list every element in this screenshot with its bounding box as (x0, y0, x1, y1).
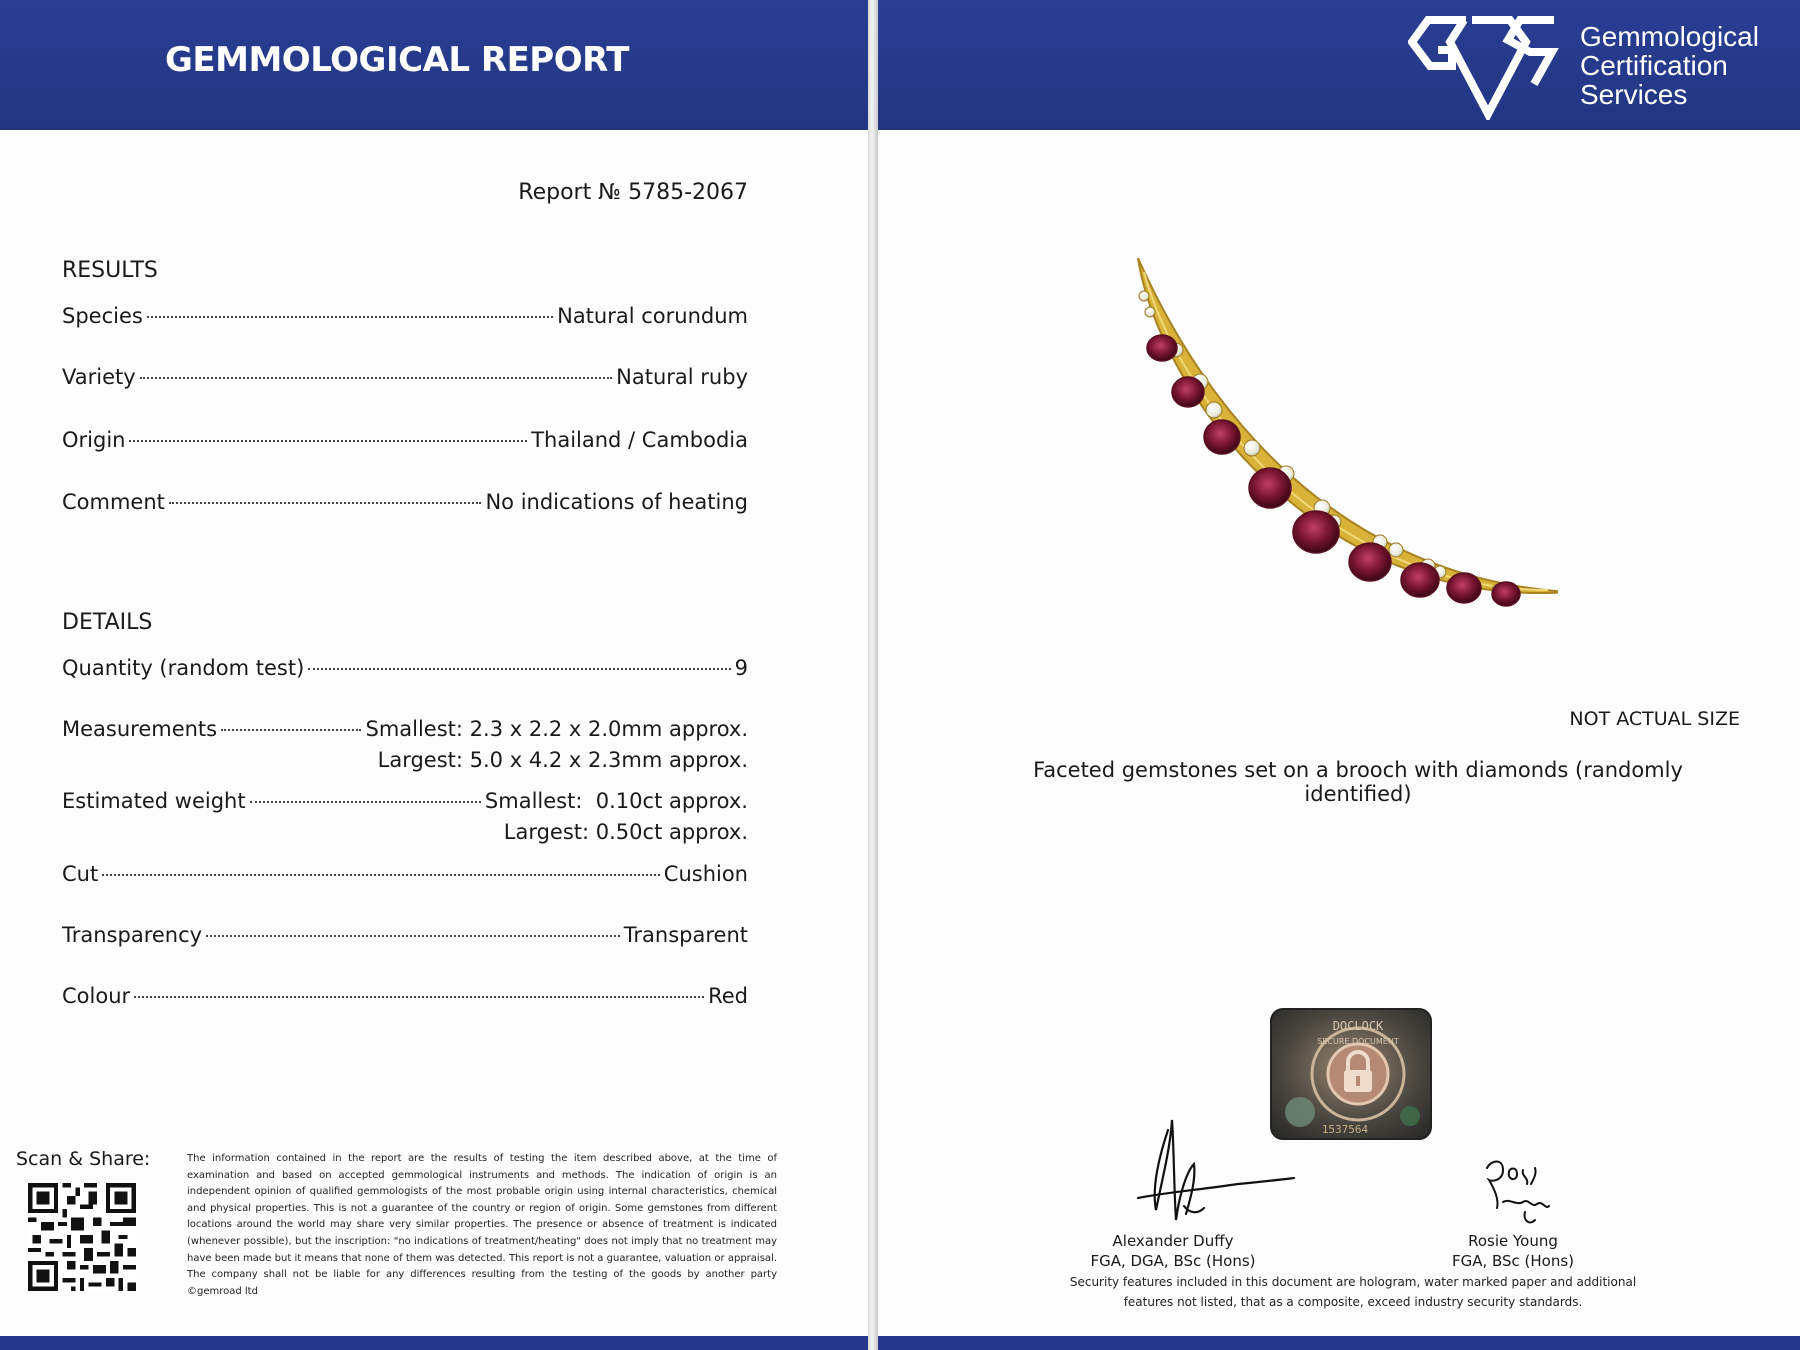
transparency-row (62, 923, 748, 947)
item-description: Faceted gemstones set on a brooch with diamonds (randomly identified) (1033, 758, 1683, 806)
measurements-label: Measurements (62, 717, 218, 741)
origin-row (62, 428, 748, 452)
cut-value: Cushion (663, 862, 748, 886)
gcs-logo-icon (1408, 14, 1568, 120)
measurements-smallest: Smallest: 2.3 x 2.2 x 2.0mm approx. (365, 717, 748, 741)
weight-largest: Largest: 0.50ct approx. (503, 820, 748, 844)
cut-label: Cut (62, 862, 99, 886)
dot-leader (206, 935, 620, 937)
not-actual-size-note: NOT ACTUAL SIZE (1569, 708, 1740, 730)
report-number: Report № 5785-2067 (518, 180, 748, 205)
footer-band (0, 1336, 868, 1350)
dot-leader (308, 668, 730, 670)
quantity-value: 9 (734, 656, 748, 680)
species-value: Natural corundum (557, 304, 748, 328)
dot-leader (147, 316, 553, 318)
measurements-largest: Largest: 5.0 x 4.2 x 2.3mm approx. (377, 748, 748, 772)
details-title: DETAILS (62, 610, 153, 635)
species-label: Species (62, 304, 143, 328)
signature-rosie-young (1473, 1150, 1573, 1235)
comment-row (62, 490, 748, 514)
variety-value: Natural ruby (616, 365, 748, 389)
signer-credentials: FGA, DGA, BSc (Hons) (1090, 1252, 1256, 1270)
brand-line-3: Services (1580, 79, 1688, 110)
dot-leader (221, 729, 361, 731)
dot-leader (129, 440, 527, 442)
disclaimer-text: The information contained in the report are the results of testing the item described above, at the time of examination and based on accepted gemmological instruments and methods. The indication of origin is an independent opinion of qualified gemmologists of the most probable origin using internal characteristics, chemical and physical properties. This is not a guarantee of the country or region of origin. Some gemstones from different locations around the world may share very similar properties. The presence or absence of treatment is indicated (whenever possible), but the inscription: "no indications of treatment/heating" does not imply that no treatment may have been made but it means that none of them was detected. This report is not a guarantee, valuation or appraisal. The company shall not be liable for any differences resulting from the testing of the goods by another party ©gemroad ltd (187, 1153, 777, 1297)
colour-label: Colour (62, 984, 131, 1008)
signer-rosie-young (1388, 1231, 1638, 1271)
dot-leader (250, 801, 481, 803)
signer-name: Rosie Young (1468, 1232, 1558, 1250)
transparency-label: Transparency (62, 923, 203, 947)
weight-smallest: Smallest: 0.10ct approx. (484, 789, 748, 813)
hologram-secure-text: SECURE DOCUMENT (1317, 1037, 1399, 1046)
brand-line-1: Gemmological (1580, 21, 1759, 52)
book-spine (868, 0, 878, 1350)
variety-row (62, 365, 748, 389)
species-row (62, 304, 748, 328)
dot-leader (169, 502, 482, 504)
transparency-value: Transparent (623, 923, 748, 947)
weight-row (62, 789, 748, 813)
weight-label: Estimated weight (62, 789, 246, 813)
origin-value: Thailand / Cambodia (531, 428, 748, 452)
report-left-page (0, 0, 868, 1350)
qr-code[interactable] (28, 1183, 136, 1291)
colour-value: Red (708, 984, 748, 1008)
hologram-serial: 1537564 (1321, 1123, 1369, 1136)
security-features-note: Security features included in this document are hologram, water marked paper and additional features not listed, that as a composite, exceed industry security standards. (1069, 1275, 1637, 1309)
colour-row (62, 984, 748, 1008)
variety-label: Variety (62, 365, 136, 389)
comment-value: No indications of heating (485, 490, 748, 514)
brand-line-2: Certification (1580, 50, 1728, 81)
cut-row (62, 862, 748, 886)
quantity-label: Quantity (random test) (62, 656, 305, 680)
scan-share-label: Scan & Share: (16, 1148, 151, 1170)
dot-leader (102, 874, 660, 876)
signature-alexander-duffy (1128, 1110, 1298, 1240)
signer-alexander-duffy (1048, 1231, 1298, 1271)
dot-leader (134, 996, 704, 998)
brand-name (1580, 22, 1759, 109)
signer-name: Alexander Duffy (1112, 1232, 1234, 1250)
dot-leader (140, 377, 613, 379)
signer-credentials: FGA, BSc (Hons) (1451, 1252, 1575, 1270)
origin-label: Origin (62, 428, 126, 452)
report-heading: GEMMOLOGICAL REPORT (165, 40, 629, 80)
comment-label: Comment (62, 490, 165, 514)
results-title: RESULTS (62, 258, 158, 283)
ruby-crescent-brooch-image (1118, 250, 1558, 630)
quantity-row (62, 656, 748, 680)
measurements-row (62, 717, 748, 741)
hologram-brand-text: DOCLOCK (1332, 1019, 1384, 1033)
report-right-page (878, 0, 1800, 1350)
footer-band (878, 1336, 1800, 1350)
